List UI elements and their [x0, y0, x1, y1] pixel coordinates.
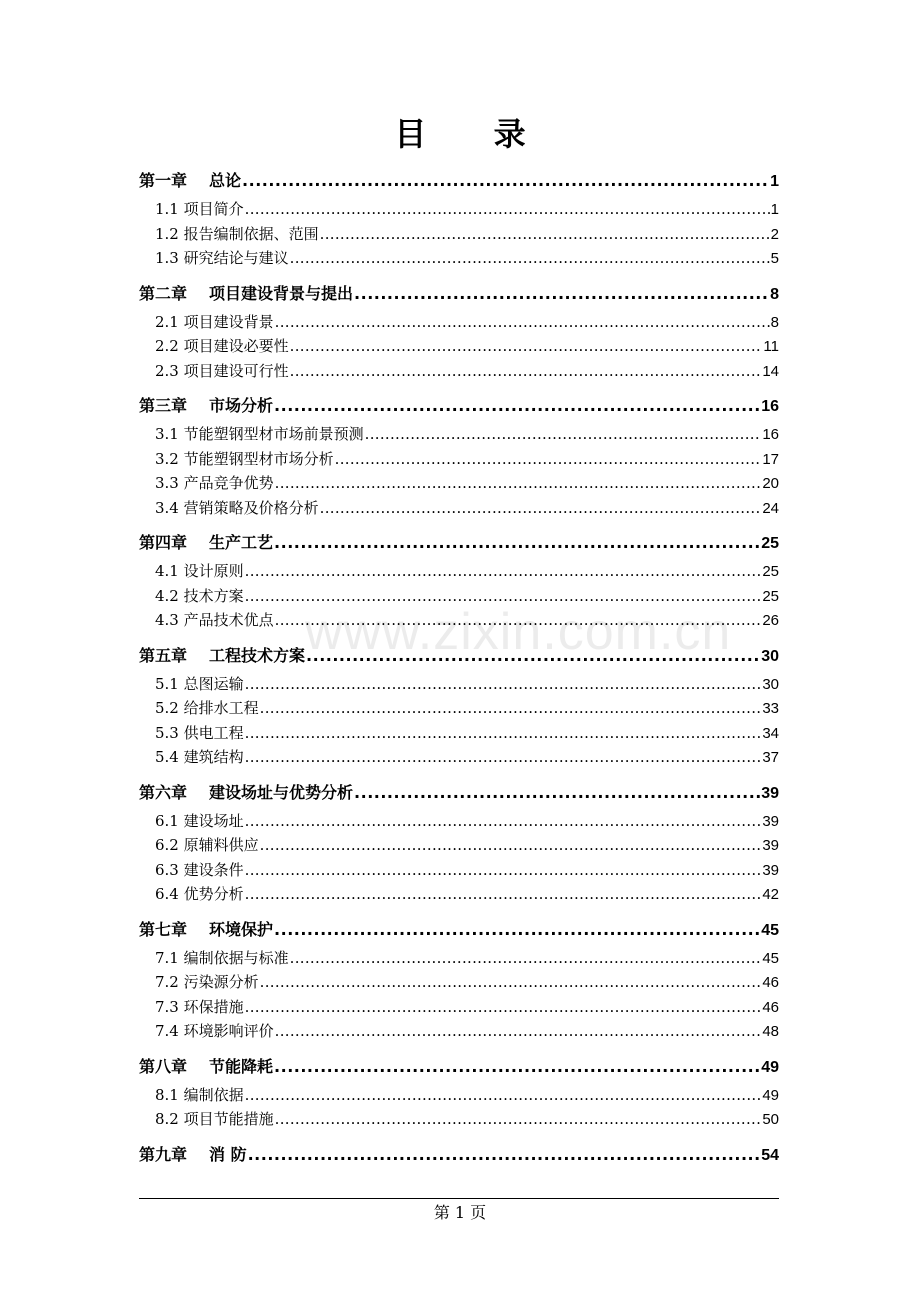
chapter-title: 总论: [209, 171, 242, 190]
section-page-number: 5: [770, 250, 779, 267]
chapter-title: 生产工艺: [209, 533, 274, 552]
dot-leader: [290, 946, 762, 971]
chapter-number: 第六章: [139, 782, 188, 802]
chapter-number: 第二章: [139, 283, 188, 303]
section-page-number: 16: [762, 426, 779, 443]
section-title: 2.1 项目建设背景: [155, 312, 274, 331]
section-page-number: 39: [762, 837, 779, 854]
section-page-number: 39: [762, 812, 779, 830]
toc-section-entry[interactable]: [139, 559, 779, 584]
section-page-number: 50: [762, 1111, 779, 1128]
dot-leader: [245, 882, 762, 907]
section-title: 6.4 优势分析: [155, 885, 244, 903]
chapter-label: [139, 639, 305, 672]
toc-section-entry[interactable]: [139, 672, 779, 697]
toc-chapter-entry[interactable]: [139, 1050, 779, 1083]
dot-leader: [274, 389, 760, 422]
chapter-page-number: 8: [770, 285, 779, 303]
dot-leader: [275, 1107, 762, 1132]
table-of-contents: [139, 164, 779, 1171]
dot-leader: [306, 639, 760, 672]
section-list: [139, 809, 779, 913]
dot-leader: [245, 1083, 762, 1108]
toc-chapter-entry[interactable]: [139, 164, 779, 197]
dot-leader: [275, 471, 762, 496]
chapter-number: 第九章: [139, 1144, 188, 1164]
toc-chapter-entry[interactable]: [139, 389, 779, 422]
section-page-number: 17: [762, 450, 779, 468]
section-page-number: 25: [762, 563, 779, 580]
dot-leader: [245, 584, 762, 609]
toc-section-entry[interactable]: [139, 1083, 779, 1108]
watermark-text: www.zixin.com.cn: [305, 603, 732, 661]
toc-section-entry[interactable]: [139, 246, 779, 271]
toc-section-entry[interactable]: [139, 310, 779, 335]
toc-section-entry[interactable]: [139, 970, 779, 995]
toc-section-entry[interactable]: [139, 222, 779, 247]
chapter-title: 建设场址与优势分析: [209, 782, 354, 802]
section-page-number: 49: [762, 1086, 779, 1104]
section-page-number: 11: [763, 338, 779, 355]
section-page-number: 2: [770, 225, 779, 243]
dot-leader: [245, 721, 762, 746]
dot-leader: [290, 334, 763, 359]
section-page-number: 14: [762, 362, 779, 380]
section-page-number: 24: [762, 499, 779, 517]
dot-leader: [320, 222, 770, 247]
section-title: 3.1 节能塑钢型材市场前景预测: [155, 425, 364, 443]
section-page-number: 37: [762, 749, 779, 766]
section-title: 6.3 建设条件: [155, 860, 244, 879]
toc-section-entry[interactable]: [139, 858, 779, 883]
section-title: 3.4 营销策略及价格分析: [155, 498, 319, 517]
section-title: 5.2 给排水工程: [155, 699, 259, 717]
toc-section-entry[interactable]: [139, 882, 779, 907]
dot-leader: [274, 913, 760, 946]
toc-section-entry[interactable]: [139, 496, 779, 521]
chapter-title: 环境保护: [209, 919, 274, 939]
toc-section-entry[interactable]: [139, 1107, 779, 1132]
dot-leader: [248, 1138, 761, 1171]
section-list: [139, 672, 779, 776]
dot-leader: [245, 559, 762, 584]
chapter-page-number: 30: [761, 647, 779, 665]
section-page-number: 1: [770, 201, 779, 218]
footer-divider: [139, 1198, 779, 1199]
section-title: 3.3 产品竞争优势: [155, 474, 274, 492]
toc-section-entry[interactable]: [139, 197, 779, 222]
section-page-number: 26: [762, 612, 779, 629]
toc-section-entry[interactable]: [139, 447, 779, 472]
chapter-title: 工程技术方案: [209, 645, 306, 665]
chapter-number: 第一章: [139, 171, 188, 190]
chapter-label: [139, 526, 273, 559]
chapter-label: [139, 776, 353, 809]
section-title: 1.2 报告编制依据、范围: [155, 224, 319, 243]
dot-leader: [275, 1019, 762, 1044]
chapter-label: [139, 1138, 247, 1171]
section-page-number: 34: [762, 724, 779, 742]
toc-chapter-entry[interactable]: [139, 639, 779, 672]
toc-section-entry[interactable]: [139, 422, 779, 447]
chapter-label: [139, 277, 353, 310]
section-title: 7.4 环境影响评价: [155, 1022, 274, 1040]
section-title: 2.2 项目建设必要性: [155, 337, 289, 355]
dot-leader: [290, 246, 770, 271]
section-list: [139, 422, 779, 526]
chapter-title: 市场分析: [209, 396, 274, 415]
section-page-number: 25: [762, 587, 779, 605]
dot-leader: [275, 608, 762, 633]
dot-leader: [245, 672, 762, 697]
toc-chapter-entry[interactable]: [139, 526, 779, 559]
section-list: [139, 197, 779, 277]
section-title: 4.1 设计原则: [155, 562, 244, 580]
section-page-number: 46: [762, 998, 779, 1016]
section-title: 6.1 建设场址: [155, 811, 244, 830]
section-title: 4.3 产品技术优点: [155, 611, 274, 629]
chapter-title: 消 防: [209, 1144, 247, 1164]
dot-leader: [260, 696, 762, 721]
chapter-page-number: 25: [761, 535, 779, 552]
chapter-number: 第七章: [139, 919, 188, 939]
chapter-label: [139, 913, 273, 946]
page-title: 目 录: [394, 115, 554, 153]
toc-section-entry[interactable]: [139, 1019, 779, 1044]
toc-section-entry[interactable]: [139, 995, 779, 1020]
section-title: 7.3 环保措施: [155, 997, 244, 1016]
section-title: 7.1 编制依据与标准: [155, 948, 289, 967]
section-page-number: 33: [762, 700, 779, 717]
dot-leader: [245, 858, 762, 883]
section-page-number: 48: [762, 1023, 779, 1040]
section-page-number: 42: [762, 886, 779, 903]
section-page-number: 39: [762, 861, 779, 879]
section-list: [139, 946, 779, 1050]
chapter-title: 节能降耗: [209, 1056, 274, 1076]
dot-leader: [245, 197, 770, 222]
section-title: 8.2 项目节能措施: [155, 1110, 274, 1128]
toc-chapter-entry[interactable]: [139, 913, 779, 946]
section-title: 5.4 建筑结构: [155, 748, 244, 766]
dot-leader: [245, 745, 762, 770]
chapter-label: [139, 1050, 273, 1083]
section-title: 5.1 总图运输: [155, 674, 244, 693]
chapter-number: 第五章: [139, 645, 188, 665]
toc-section-entry[interactable]: [139, 946, 779, 971]
dot-leader: [320, 496, 762, 521]
section-list: [139, 559, 779, 639]
chapter-number: 第八章: [139, 1056, 188, 1076]
toc-section-entry[interactable]: [139, 721, 779, 746]
section-page-number: 8: [770, 313, 779, 331]
section-page-number: 45: [762, 949, 779, 967]
chapter-label: [139, 164, 241, 197]
section-title: 1.3 研究结论与建议: [155, 249, 289, 267]
dot-leader: [365, 422, 762, 447]
dot-leader: [290, 359, 762, 384]
chapter-label: [139, 389, 273, 422]
dot-leader: [274, 526, 760, 559]
chapter-page-number: 49: [761, 1058, 779, 1076]
toc-section-entry[interactable]: [139, 809, 779, 834]
chapter-page-number: 16: [761, 398, 779, 415]
chapter-number: 第四章: [139, 533, 188, 552]
toc-section-entry[interactable]: [139, 584, 779, 609]
dot-leader: [275, 310, 770, 335]
section-title: 1.1 项目简介: [155, 200, 244, 218]
toc-section-entry[interactable]: [139, 696, 779, 721]
section-page-number: 20: [762, 475, 779, 492]
section-title: 3.2 节能塑钢型材市场分析: [155, 449, 334, 468]
section-title: 6.2 原辅料供应: [155, 836, 259, 854]
chapter-title: 项目建设背景与提出: [209, 283, 354, 303]
dot-leader: [260, 833, 762, 858]
section-title: 4.2 技术方案: [155, 586, 244, 605]
chapter-number: 第三章: [139, 396, 188, 415]
section-title: 2.3 项目建设可行性: [155, 361, 289, 380]
toc-section-entry[interactable]: [139, 745, 779, 770]
section-title: 7.2 污染源分析: [155, 973, 259, 991]
toc-section-entry[interactable]: [139, 359, 779, 384]
section-title: 5.3 供电工程: [155, 723, 244, 742]
dot-leader: [245, 809, 762, 834]
toc-section-entry[interactable]: [139, 471, 779, 496]
chapter-page-number: 1: [770, 173, 779, 190]
dot-leader: [245, 995, 762, 1020]
toc-chapter-entry[interactable]: [139, 1138, 779, 1171]
dot-leader: [274, 1050, 760, 1083]
toc-section-entry[interactable]: [139, 334, 779, 359]
dot-leader: [354, 776, 760, 809]
toc-chapter-entry[interactable]: [139, 776, 779, 809]
section-page-number: 46: [762, 974, 779, 991]
section-page-number: 30: [762, 675, 779, 693]
dot-leader: [354, 277, 769, 310]
section-list: [139, 310, 779, 390]
chapter-page-number: 39: [761, 784, 779, 802]
toc-section-entry[interactable]: [139, 608, 779, 633]
page-number-footer: 第 1 页: [433, 1203, 487, 1222]
section-title: 8.1 编制依据: [155, 1085, 244, 1104]
dot-leader: [260, 970, 762, 995]
chapter-page-number: 45: [761, 921, 779, 939]
chapter-page-number: 54: [761, 1146, 779, 1164]
section-list: [139, 1083, 779, 1138]
dot-leader: [335, 447, 762, 472]
toc-chapter-entry[interactable]: [139, 277, 779, 310]
dot-leader: [242, 164, 769, 197]
toc-section-entry[interactable]: [139, 833, 779, 858]
